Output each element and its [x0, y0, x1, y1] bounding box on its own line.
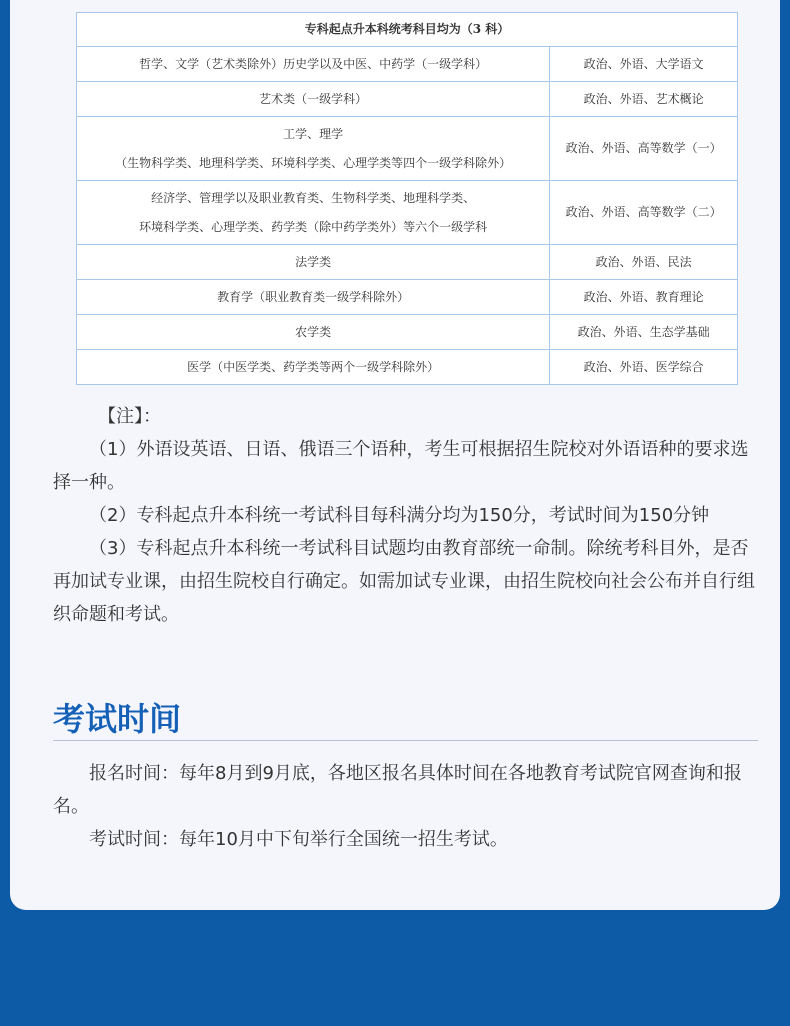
exam-cell: 政治、外语、高等数学（一）: [550, 117, 738, 181]
table-row: [77, 280, 738, 315]
table-row: [77, 117, 738, 181]
major-line: 艺术类（一级学科）: [259, 91, 368, 106]
table-row: [77, 82, 738, 117]
major-line: 农学类: [295, 324, 332, 339]
table-row: [77, 350, 738, 385]
major-line: 哲学、文学（艺术类除外）历史学以及中医、中药学（一级学科）: [139, 56, 488, 71]
major-line: 经济学、管理学以及职业教育类、生物科学类、地理科学类、: [151, 190, 476, 205]
major-line: 环境科学类、心理学类、药学类（除中药学类外）等六个一级学科: [139, 219, 488, 234]
table-row: [77, 245, 738, 280]
note-item: （1）外语设英语、日语、俄语三个语种，考生可根据招生院校对外语语种的要求选择一种。: [53, 439, 749, 493]
table-caption-row: [77, 13, 738, 47]
major-cell: [77, 245, 550, 280]
table-row: [77, 47, 738, 82]
exam-cell: 政治、外语、艺术概论: [550, 82, 738, 117]
exam-cell: 政治、外语、大学语文: [550, 47, 738, 82]
major-line: 医学（中医学类、药学类等两个一级学科除外）: [187, 359, 440, 374]
major-cell: [77, 315, 550, 350]
major-line: 工学、理学: [283, 126, 344, 141]
major-cell: [77, 350, 550, 385]
note-item: （2）专科起点升本科统一考试科目每科满分均为150分，考试时间为150分钟: [89, 505, 710, 526]
major-line: （生物科学类、地理科学类、环境科学类、心理学类等四个一级学科除外）: [115, 155, 512, 170]
major-cell: [77, 280, 550, 315]
major-cell: [77, 47, 550, 82]
major-cell: [77, 82, 550, 117]
registration-time-text: 报名时间：每年8月到9月底，各地区报名具体时间在各地教育考试院官网查询和报名。: [53, 763, 742, 817]
exam-cell: 政治、外语、民法: [550, 245, 738, 280]
major-line: 教育学（职业教育类一级学科除外）: [217, 289, 410, 304]
notes-title: 【注】：: [98, 406, 161, 427]
exam-time-heading: 考试时间: [53, 697, 758, 741]
exam-cell: 政治、外语、教育理论: [550, 280, 738, 315]
exam-time-text: 考试时间：每年10月中下旬举行全国统一招生考试。: [89, 829, 508, 850]
major-cell: [77, 117, 550, 181]
exam-subject-table: [76, 12, 738, 385]
exam-cell: 政治、外语、生态学基础: [550, 315, 738, 350]
exam-cell: 政治、外语、医学综合: [550, 350, 738, 385]
exam-time-section: [53, 757, 761, 856]
table-row: [77, 181, 738, 245]
major-line: 法学类: [295, 254, 332, 269]
notes-section: [53, 400, 761, 631]
content-card: [10, 0, 780, 910]
note-item: （3）专科起点升本科统一考试科目试题均由教育部统一命制。除统考科目外，是否再加试专业课，由招生院校自行确定。如需加试专业课，由招生院校向社会公布并自行组织命题和考试。: [53, 538, 755, 625]
table-row: [77, 315, 738, 350]
exam-cell: 政治、外语、高等数学（二）: [550, 181, 738, 245]
major-cell: [77, 181, 550, 245]
table-title: 专科起点升本科统考科目均为（3 科）: [77, 13, 738, 47]
